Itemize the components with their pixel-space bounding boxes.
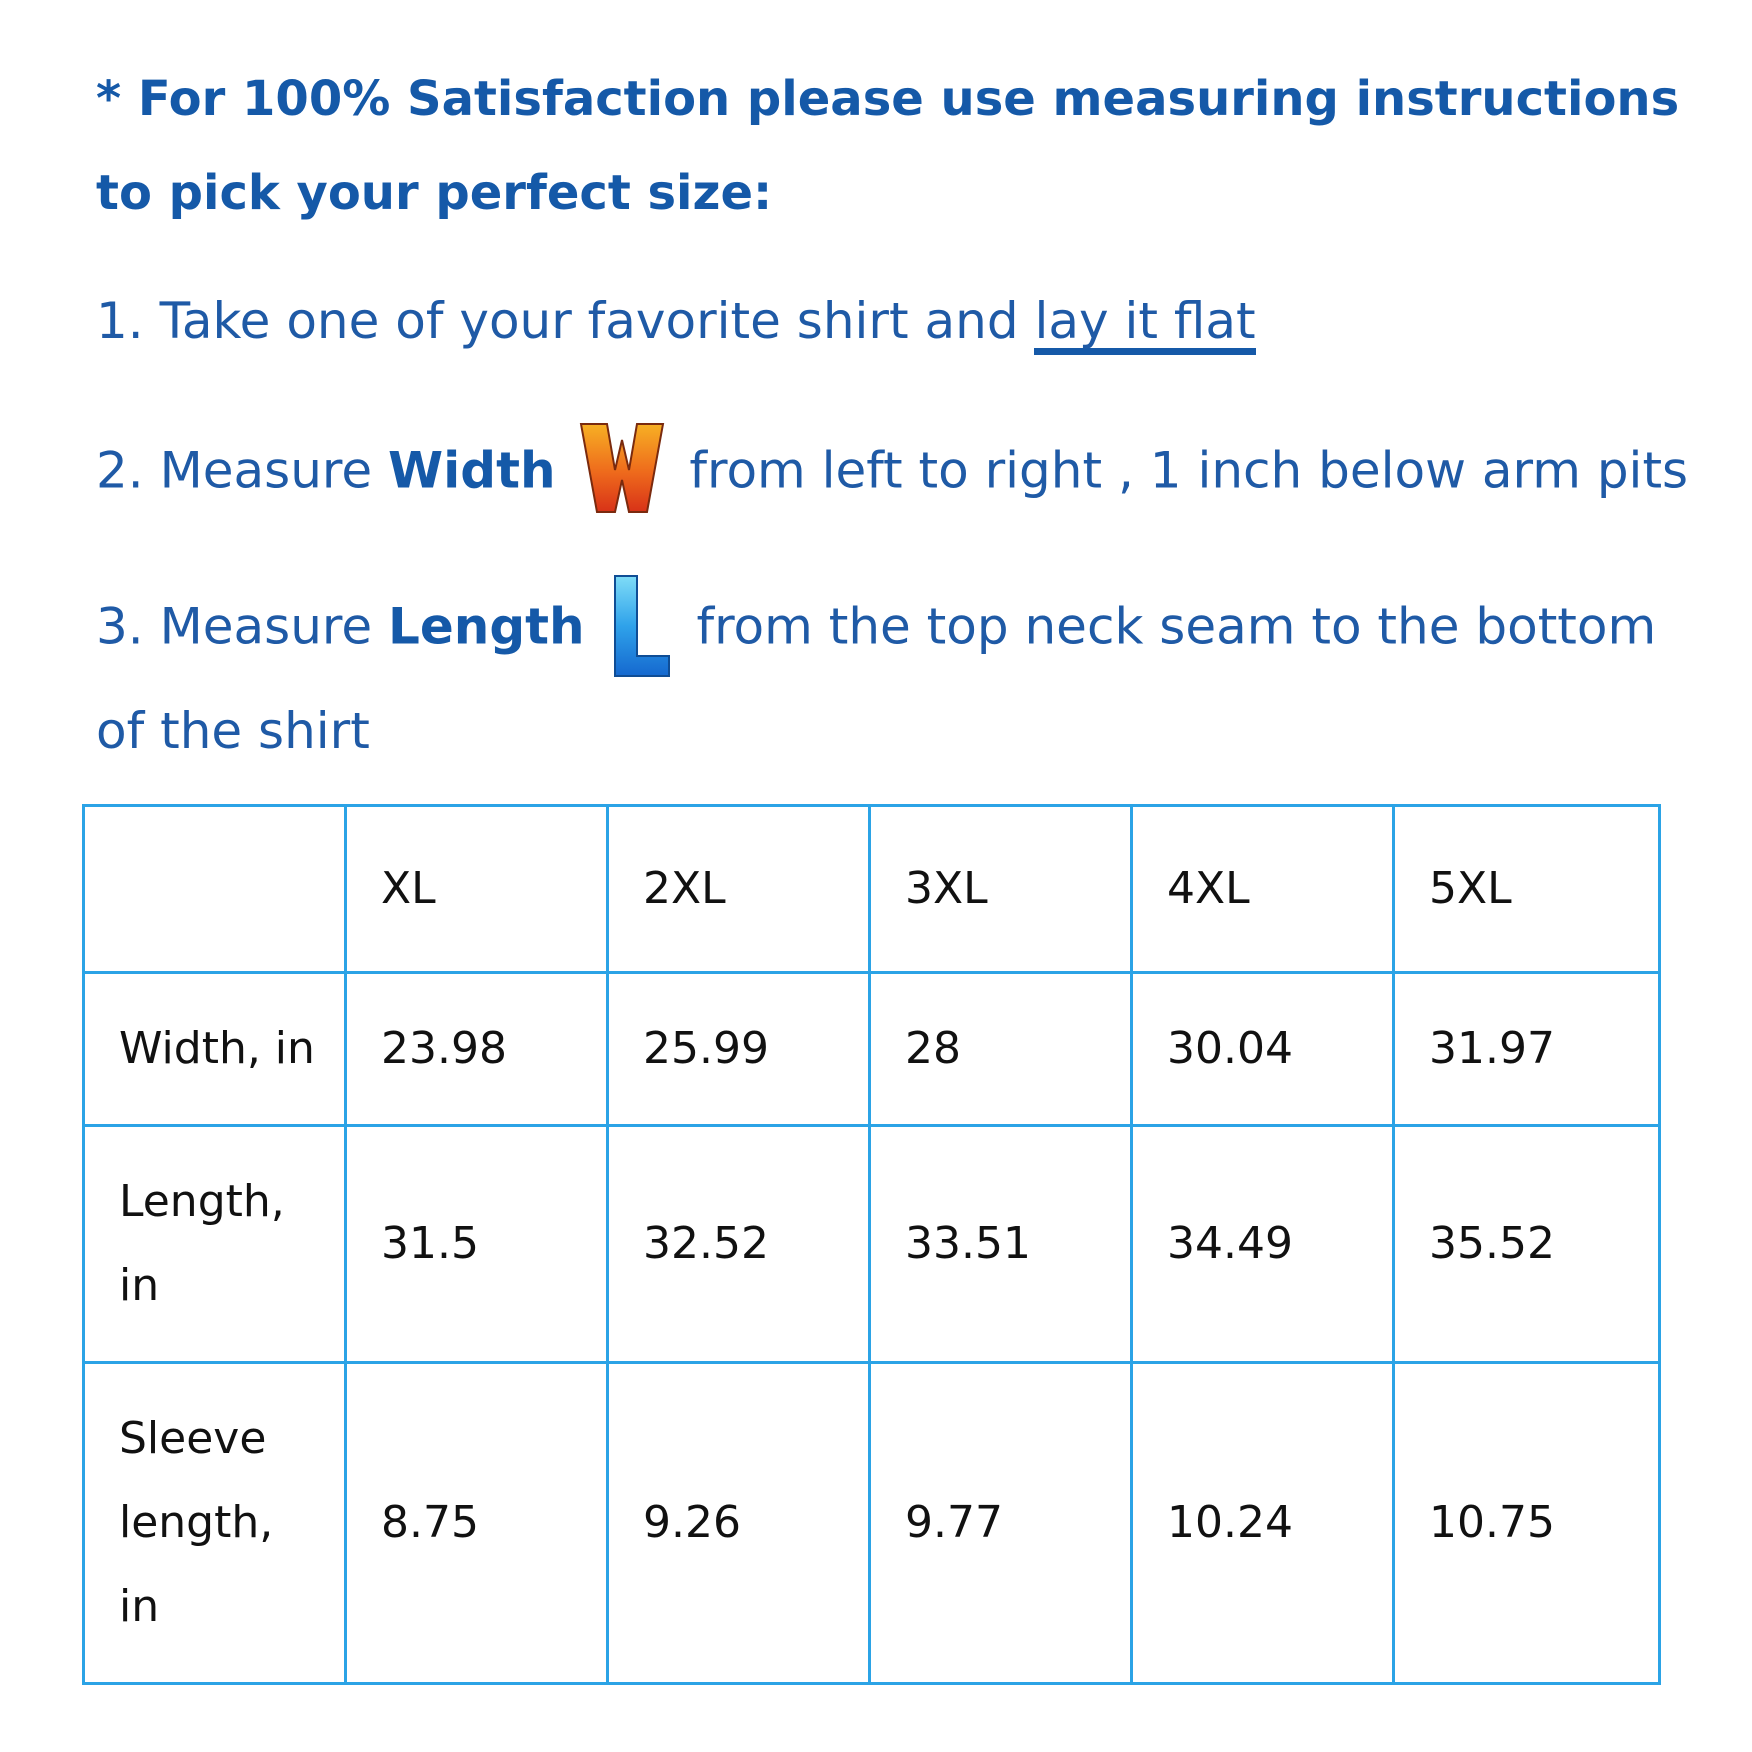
heading-line-2: to pick your perfect size: xyxy=(96,165,773,221)
lay-it-flat-link[interactable]: lay it flat xyxy=(1034,296,1255,355)
header-cell-3xl: 3XL xyxy=(870,806,1132,973)
step-2-suffix: from left to right , 1 inch below arm pits xyxy=(689,441,1689,500)
header-cell-2xl: 2XL xyxy=(608,806,870,973)
step-2-prefix: 2. Measure xyxy=(96,441,388,500)
row-label-width xyxy=(84,973,346,1126)
step-2 xyxy=(96,424,1696,524)
row-label-width-line: Width, in xyxy=(119,1023,315,1074)
table-cell: 8.75 xyxy=(346,1363,608,1684)
step-3-bold-length: Length xyxy=(388,597,585,656)
table-cell: 34.49 xyxy=(1132,1126,1394,1363)
table-cell: 30.04 xyxy=(1132,973,1394,1126)
row-label-length-line-2: in xyxy=(119,1260,160,1311)
step-3-prefix: 3. Measure xyxy=(96,597,388,656)
table-cell: 10.75 xyxy=(1394,1363,1660,1684)
letter-l-glyph: L xyxy=(640,632,642,633)
table-cell: 35.52 xyxy=(1394,1126,1660,1363)
table-cell: 28 xyxy=(870,973,1132,1126)
header-cell-xl: XL xyxy=(346,806,608,973)
table-cell: 23.98 xyxy=(346,973,608,1126)
row-label-sleeve-line-3: in xyxy=(119,1581,160,1632)
table-cell: 33.51 xyxy=(870,1126,1132,1363)
row-label-sleeve-line-1: Sleeve xyxy=(119,1413,267,1464)
table-cell: 31.5 xyxy=(346,1126,608,1363)
table-cell: 9.77 xyxy=(870,1363,1132,1684)
row-label-sleeve-length xyxy=(84,1363,346,1684)
table-cell: 10.24 xyxy=(1132,1363,1394,1684)
row-label-length-line-1: Length, xyxy=(119,1176,285,1227)
table-row-width xyxy=(84,973,1660,1126)
table-row-length xyxy=(84,1126,1660,1363)
step-2-bold-width: Width xyxy=(388,441,556,500)
header-cell-5xl: 5XL xyxy=(1394,806,1660,973)
step-3-suffix: from the top neck seam to the bottom of the shirt xyxy=(96,597,1657,760)
letter-w-icon xyxy=(577,418,667,518)
letter-l-icon xyxy=(607,572,675,680)
heading xyxy=(96,52,1680,240)
table-header-row xyxy=(84,806,1660,973)
size-chart-table xyxy=(82,804,1661,1685)
heading-line-1: * For 100% Satisfaction please use measuring instructions xyxy=(96,71,1680,127)
step-1-text: 1. Take one of your favorite shirt and xyxy=(96,292,1035,350)
table-cell: 25.99 xyxy=(608,973,870,1126)
table-cell: 32.52 xyxy=(608,1126,870,1363)
row-label-sleeve-line-2: length, xyxy=(119,1497,274,1548)
header-cell-empty xyxy=(84,806,346,973)
row-label-length xyxy=(84,1126,346,1363)
step-1 xyxy=(96,292,1696,355)
step-3 xyxy=(96,576,1696,778)
table-cell: 31.97 xyxy=(1394,973,1660,1126)
table-cell: 9.26 xyxy=(608,1363,870,1684)
header-cell-4xl: 4XL xyxy=(1132,806,1394,973)
table-row-sleeve-length xyxy=(84,1363,1660,1684)
